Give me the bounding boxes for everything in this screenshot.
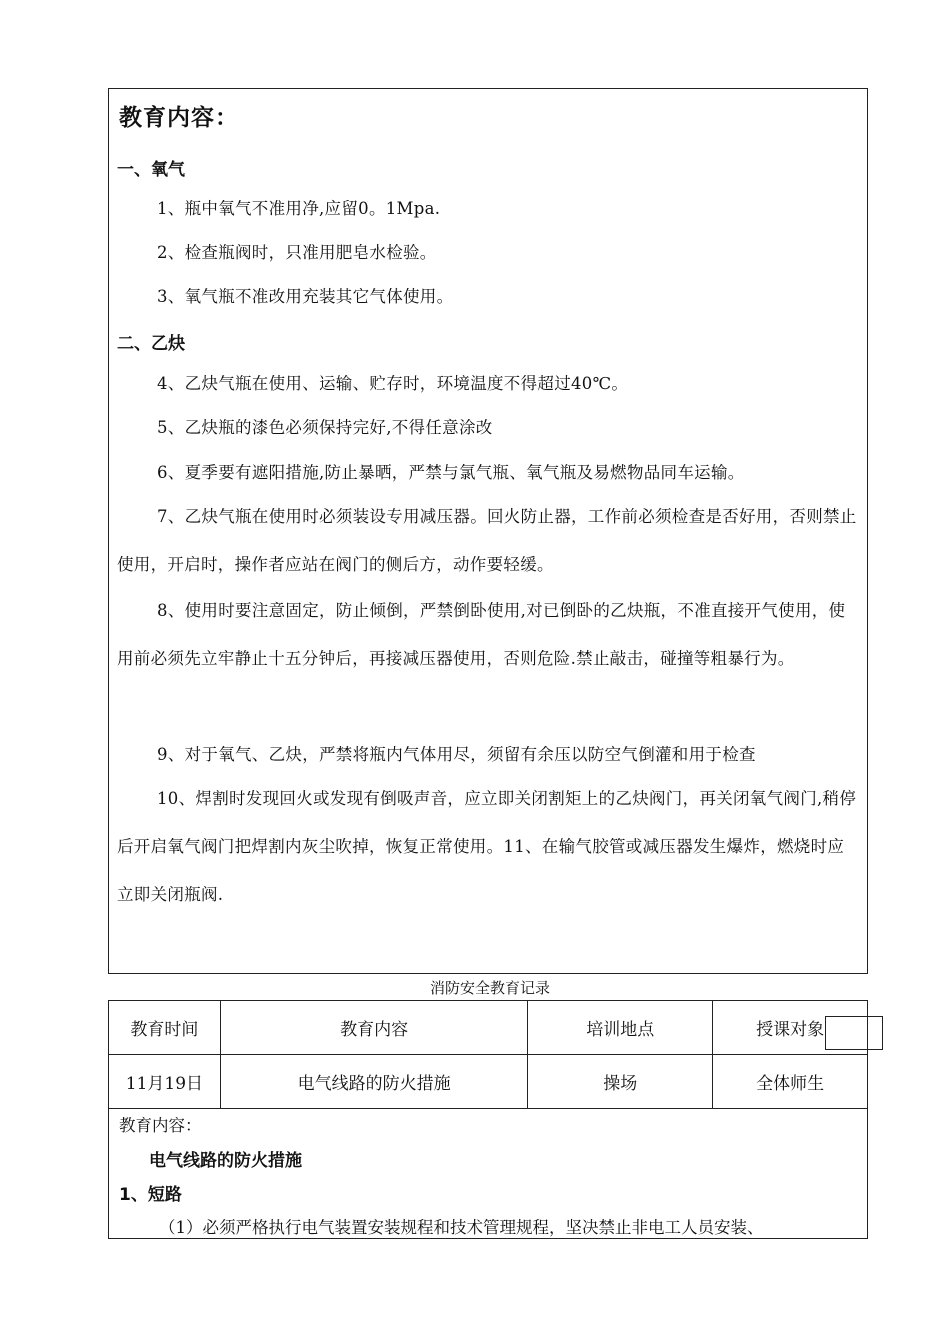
oxygen-item-2: 2、检查瓶阀时，只准用肥皂水检验。: [157, 243, 437, 262]
header-location: 培训地点: [528, 1001, 713, 1055]
acetylene-heading: 二、乙炔: [117, 334, 185, 354]
acetylene-item-10: 10、焊割时发现回火或发现有倒吸声音，应立即关闭割矩上的乙炔阀门，再关闭氧气阀门,稍停后开启氧气阀门把焊割内灰尘吹掉，恢复正常使用。11、在输气胶管或减压器发生爆炸，燃烧时应立即关闭瓶阀.: [117, 789, 857, 904]
oxygen-heading: 一、氧气: [117, 160, 185, 180]
short-circuit-item-1: （1）必须严格执行电气装置安装规程和技术管理规程，坚决禁止非电工人员安装、: [159, 1218, 764, 1237]
acetylene-item-6: 6、夏季要有遮阳措施,防止暴晒，严禁与氯气瓶、氧气瓶及易燃物品同车运输。: [157, 463, 745, 482]
header-content: 教育内容: [220, 1001, 528, 1055]
cell-content: 电气线路的防火措施: [220, 1055, 528, 1109]
cell-location: 操场: [528, 1055, 713, 1109]
acetylene-item-7: 7、乙炔气瓶在使用时必须装设专用减压器。回火防止器，工作前必须检查是否好用，否则禁止使用，开启时，操作者应站在阀门的侧后方，动作要轻缓。: [117, 507, 857, 574]
table-header-row: [109, 1001, 868, 1055]
education-content-box-1: [108, 88, 868, 974]
record-table: [108, 1000, 868, 1109]
table-row: [109, 1055, 868, 1109]
record-caption: 消防安全教育记录: [429, 979, 550, 997]
oxygen-item-1: 1、瓶中氧气不准用净,应留0。1Mpa.: [157, 199, 441, 218]
acetylene-item-5: 5、乙炔瓶的漆色必须保持完好,不得任意涂改: [157, 418, 493, 437]
header-time: 教育时间: [109, 1001, 221, 1055]
cell-audience: 全体师生: [713, 1055, 868, 1109]
cell-time: 11月19日: [109, 1055, 221, 1109]
short-circuit-heading: 1、短路: [119, 1185, 182, 1205]
content-subtitle: 电气线路的防火措施: [149, 1151, 302, 1171]
acetylene-item-4: 4、乙炔气瓶在使用、运输、贮存时，环境温度不得超过40℃。: [157, 374, 629, 393]
overlay-rectangle: [825, 1016, 883, 1050]
header-audience: 授课对象: [713, 1001, 868, 1055]
acetylene-item-9: 9、对于氧气、乙炔，严禁将瓶内气体用尽，须留有余压以防空气倒灌和用于检查: [157, 745, 756, 764]
content-label: 教育内容：: [119, 1116, 202, 1135]
education-content-box-2: [108, 1108, 868, 1239]
acetylene-item-8: 8、使用时要注意固定，防止倾倒，严禁倒卧使用,对已倒卧的乙炔瓶，不准直接开气使用，使用前必须先立牢静止十五分钟后，再接减压器使用，否则危险.禁止敲击，碰撞等粗暴行为。: [117, 601, 846, 668]
oxygen-item-3: 3、氧气瓶不准改用充装其它气体使用。: [157, 287, 454, 306]
section-title: 教育内容：: [119, 105, 239, 131]
